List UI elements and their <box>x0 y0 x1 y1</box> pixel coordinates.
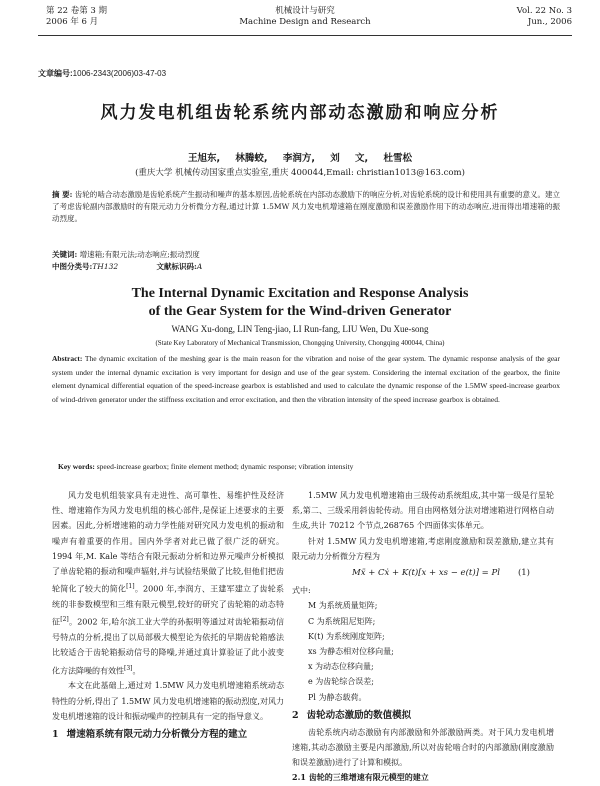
affiliation-cn: (重庆大学 机械传动国家重点实验室,重庆 400044,Email: christian1013@163.com) <box>135 168 465 178</box>
definition-item: M 为系统质量矩阵; <box>308 601 378 611</box>
equation-intro-paragraph: 针对 1.5MW 风力发电机增速箱,考虑刚度激励和误差激励,建立其有限元动力分析微分方程为 <box>292 536 554 561</box>
intro-text-3: 。2002 年,哈尔滨工业大学的孙振明等通过对齿轮箱振动信号特点的分析,提出了以局部极大模型论为依托的早期齿轮箱感法比较适合于齿轮箱振动信号的降噪,并通过真计算验证了此小波变化方法降噪的有效性 <box>52 617 284 676</box>
paper-title-en-line2: of the Gear System for the Wind-driven Generator <box>148 304 452 319</box>
model-paragraph: 1.5MW 风力发电机增速箱由三级传动系统组成,其中第一级是行星轮系,第二、三级采用斜齿轮传动。用自由网格划分法对增速箱进行网格自动生成,共计 70212 个节点,268765 个四面体实体单元。 <box>292 491 554 531</box>
section-number-1: 1 <box>52 729 59 741</box>
intro-text-1: 风力发电机组装家具有走进性、高可靠性、易维护性及经济性、增速箱作为风力发电机组的核心部件,是保证上述要求的主要因素。因此,分析增速箱的动力学性能对研究风力发电机的振动和噪声有着重要的作用。国内外学者对此已做了很广泛的研究。1994 年,M. Kale 等结合有限元振动分析和边界元噪声分析模拟了单齿轮箱的振动和噪声辐射,并与试验结果做了比较,但他们把齿轮简化了较大的简化 <box>52 491 284 594</box>
excitation-paragraph: 齿轮系统内动态激励有内部激励和外部激励两类。对于风力发电机增速箱,其动态激励主要是内部激励,所以对齿轮啮合时的内部激励(刚度激励和误差激励)进行了计算和模拟。 <box>292 727 554 768</box>
citation-2: [2] <box>60 616 69 624</box>
keywords-label-en: Key words: <box>58 462 95 471</box>
journal-name-cn: 机械设计与研究 <box>275 6 335 16</box>
section-title-2: 齿轮动态激励的数值模拟 <box>306 709 412 721</box>
issue-date-en: Jun., 2006 <box>527 17 572 27</box>
keywords-text-cn: 增速箱;有限元法;动态响应;振动烈度 <box>79 250 200 259</box>
citation-1: [1] <box>126 583 135 591</box>
keywords-en <box>58 461 560 473</box>
volume-issue: 第 22 卷第 3 期 <box>46 6 108 16</box>
equation-body: Mẍ + Cẋ + K(t)[x + xs − e(t)] = Pl <box>352 568 500 579</box>
definition-item: C 为系统阻尼矩阵; <box>308 616 376 626</box>
abstract-label-cn: 摘 要: <box>52 190 73 199</box>
paper-title-cn: 风力发电机组齿轮系统内部动态激励和响应分析 <box>100 103 500 123</box>
clc-value: TH132 <box>92 262 119 271</box>
keywords-cn <box>52 249 560 261</box>
subsection-heading-2-1: 2.1 齿轮的三维增速有限元模型的建立 <box>292 772 429 783</box>
volume-issue-en: Vol. 22 No. 3 <box>516 6 572 16</box>
body-column-left <box>52 488 284 744</box>
symbol-definitions <box>292 598 554 704</box>
abstract-text-en: The dynamic excitation of the meshing gear is the main reason for the vibration and noise of the gear system. The dynamic response analysis of the gear system under the internal dynamic excitation is very important for design and use of the gear system. Considering the internal excitation of the gearbox, the finite element dynamical differential equation of the speed-increase gearbox is established and used to calculate the dynamic response of the 1.5MW speed-increase gearbox of wind-driven generator under the stiffness excitation and error excitation, and then the vibration intensity of the speed increase gearbox is obtained. <box>52 354 560 404</box>
article-number <box>38 68 166 79</box>
clc-code <box>52 262 118 271</box>
definition-item: K(t) 为系统刚度矩阵; <box>308 631 385 641</box>
section-title-1: 增速箱系统有限元动力分析微分方程的建立 <box>66 729 248 741</box>
definition-item: Pl 为静态载荷。 <box>308 692 367 702</box>
abstract-text-cn: 齿轮的啮合动态激励是齿轮系统产生振动和噪声的基本原因,齿轮系统在内部动态激励下的响应分析,对齿轮系统的设计和使用具有重要的意义。建立了考虑齿轮副内部激励时的有限元动力分析微分方程,通过计算 1.5MW 风力发电机增速箱在刚度激励和误差激励作用下的动态响应,进而得出增速箱的振动烈度。 <box>52 190 560 223</box>
abstract-label-en: Abstract: <box>52 354 83 363</box>
equation-1 <box>292 564 554 583</box>
journal-volume-en <box>517 6 572 28</box>
section-heading-2 <box>292 707 554 725</box>
keywords-label-cn: 关键词: <box>52 250 78 259</box>
section-heading-1 <box>52 726 284 744</box>
paper-title-en-line1: The Internal Dynamic Excitation and Response Analysis <box>131 286 469 301</box>
author-list-cn: 王旭东, 林腾蛟, 李润方, 刘 文, 杜雪松 <box>188 153 412 164</box>
affiliation-en: (State Key Laboratory of Mechanical Transmission, Chongqing University, Chongqing 400044, China) <box>155 339 445 347</box>
classification-codes <box>52 261 238 273</box>
intro-text-2: 。2000 年,李润方、王建军建立了齿轮系统的非参数模型和三维有限元模型,较好的研究了齿轮箱的动态特征 <box>52 584 284 627</box>
section-number-2: 2 <box>292 709 299 721</box>
body-column-right <box>292 488 554 786</box>
journal-name-en: Machine Design and Research <box>239 17 371 27</box>
issue-date: 2006 年 6 月 <box>46 17 99 27</box>
article-number-label: 文章编号: <box>38 69 73 78</box>
doc-label: 文献标识码: <box>156 262 197 271</box>
author-list-en: WANG Xu-dong, LIN Teng-jiao, LI Run-fang, LIU Wen, Du Xue-song <box>171 324 429 334</box>
clc-label: 中图分类号: <box>52 262 93 271</box>
intro-paragraph <box>52 488 284 678</box>
running-header <box>38 6 572 36</box>
definition-item: e 为齿轮综合误差; <box>308 677 374 687</box>
paper-title-en <box>0 285 600 321</box>
citation-3: [3] <box>124 664 133 672</box>
where-label: 式中: <box>292 586 311 596</box>
header-divider <box>38 35 572 36</box>
doc-code <box>157 262 203 271</box>
abstract-cn <box>52 189 560 225</box>
equation-number: (1) <box>517 568 530 579</box>
intro-text-4: 。 <box>132 666 141 676</box>
definition-item: x 为动态位移向量; <box>308 662 374 672</box>
abstract-en <box>52 352 560 406</box>
definition-item: xs 为静态相对位移向量; <box>308 647 394 657</box>
keywords-text-en: speed-increase gearbox; finite element method; dynamic response; vibration intensity <box>96 462 354 471</box>
journal-name <box>38 6 572 28</box>
article-number-value: 1006-2343(2006)03-47-03 <box>72 69 167 78</box>
intro-paragraph-2: 本文在此基础上,通过对 1.5MW 风力发电机增速箱系统动态特性的分析,得出了 1.5MW 风力发电机增速箱的振动烈度,对风力发电机增速箱的设计和振动噪声的控制具有一定的指导意义。 <box>52 681 284 721</box>
doc-value: A <box>196 262 203 271</box>
